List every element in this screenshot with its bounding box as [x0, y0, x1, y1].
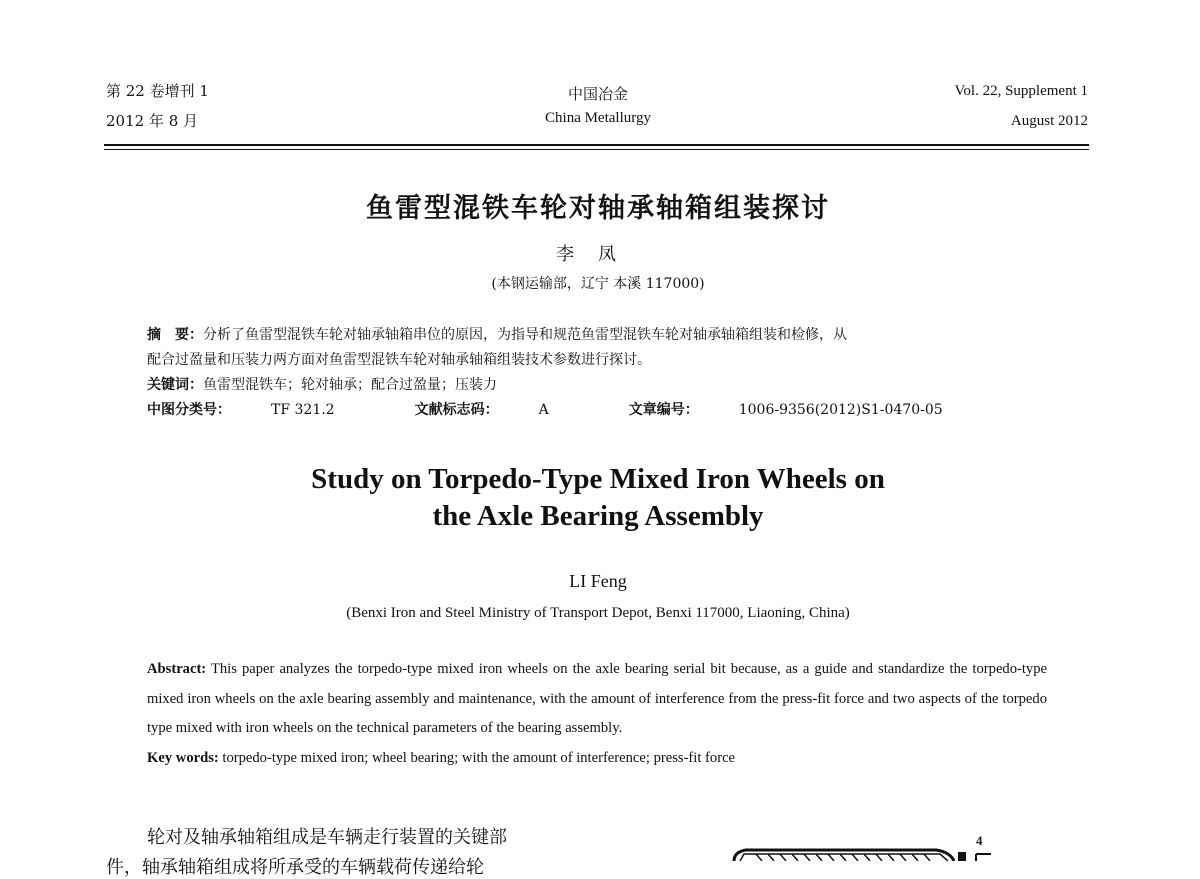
abstract-cn-label: 摘 要：: [147, 327, 203, 343]
paper-title-en: [0, 461, 1196, 535]
paper-title-en-line1: Study on Torpedo-Type Mixed Iron Wheels on: [311, 463, 885, 495]
header-date-en: August 2012: [1010, 113, 1088, 129]
header-volume-cn: 第 22 卷增刊 1: [106, 82, 209, 100]
keywords-cn-text: 鱼雷型混铁车；轮对轴承；配合过盈量；压装力: [203, 377, 497, 393]
doc-code-value: A: [538, 402, 549, 418]
paper-title-cn: 鱼雷型混铁车轮对轴承轴箱组装探讨: [366, 193, 830, 224]
clc-label: 中图分类号：: [147, 402, 231, 418]
header-volume-en: Vol. 22, Supplement 1: [954, 83, 1088, 99]
header-rule-thick: [104, 144, 1089, 146]
header-journal-cn: 中国冶金: [567, 85, 628, 103]
affiliation-en: (Benxi Iron and Steel Ministry of Transport Depot, Benxi 117000, Liaoning, China): [346, 605, 850, 621]
abstract-cn: [147, 323, 1053, 423]
doc-code-label: 文献标志码：: [414, 402, 499, 418]
header-journal-en: China Metallurgy: [545, 110, 651, 126]
paper-title-en-line2: the Axle Bearing Assembly: [432, 500, 764, 532]
abstract-cn-line1: [147, 323, 1053, 348]
abstract-en: [147, 655, 1047, 773]
article-no-label: 文章编号：: [628, 402, 699, 418]
abstract-en-label: Abstract:: [147, 661, 207, 677]
keywords-en-label: Key words:: [147, 749, 219, 766]
keywords-cn: [147, 373, 1053, 398]
header-rule-thin: [104, 149, 1089, 150]
affiliation-cn: (本钢运输部，辽宁 本溪 117000): [491, 276, 705, 292]
header-date-cn: 2012 年 8 月: [106, 112, 199, 130]
keywords-cn-label: 关键词：: [147, 377, 203, 393]
abstract-en-text: This paper analyzes the torpedo-type mixed iron wheels on the axle bearing serial bit because, as a guide and standardize the torpedo-type mixed iron wheels on the axle bearing assembly and maintenance, with the amount of interference from the press-fit force and two aspects of the torpedo type mixed with iron wheels on the technical parameters of the bearing assembly.: [147, 661, 1047, 736]
classification-cn: [147, 398, 1053, 423]
clc-value: TF 321.2: [271, 402, 335, 418]
header-journal-issue-en: [955, 81, 1088, 131]
figure-callout-number: 4: [976, 833, 983, 848]
author-en: LI Feng: [569, 571, 627, 591]
abstract-en-paragraph: [147, 655, 1047, 744]
body-text-line2: 件，轴承轴箱组成将所承受的车辆载荷传递给轮: [106, 857, 484, 878]
author-cn: 李凤: [556, 244, 640, 265]
article-no-value: 1006-9356(2012)S1-0470-05: [738, 402, 943, 418]
bearing-figure-fragment: [726, 830, 996, 861]
body-text-line1: 轮对及轴承轴箱组成是车辆走行装置的关键部: [147, 827, 507, 848]
keywords-en: [147, 744, 1047, 774]
abstract-cn-text1: 分析了鱼雷型混铁车轮对轴承轴箱串位的原因，为指导和规范鱼雷型混铁车轮对轴承轴箱组装和检修，从: [203, 327, 847, 343]
abstract-cn-line2: 配合过盈量和压装力两方面对鱼雷型混铁车轮对轴承轴箱组装技术参数进行探讨。: [147, 352, 651, 368]
keywords-en-text: torpedo-type mixed iron; wheel bearing; with the amount of interference; press-fit force: [218, 749, 736, 766]
